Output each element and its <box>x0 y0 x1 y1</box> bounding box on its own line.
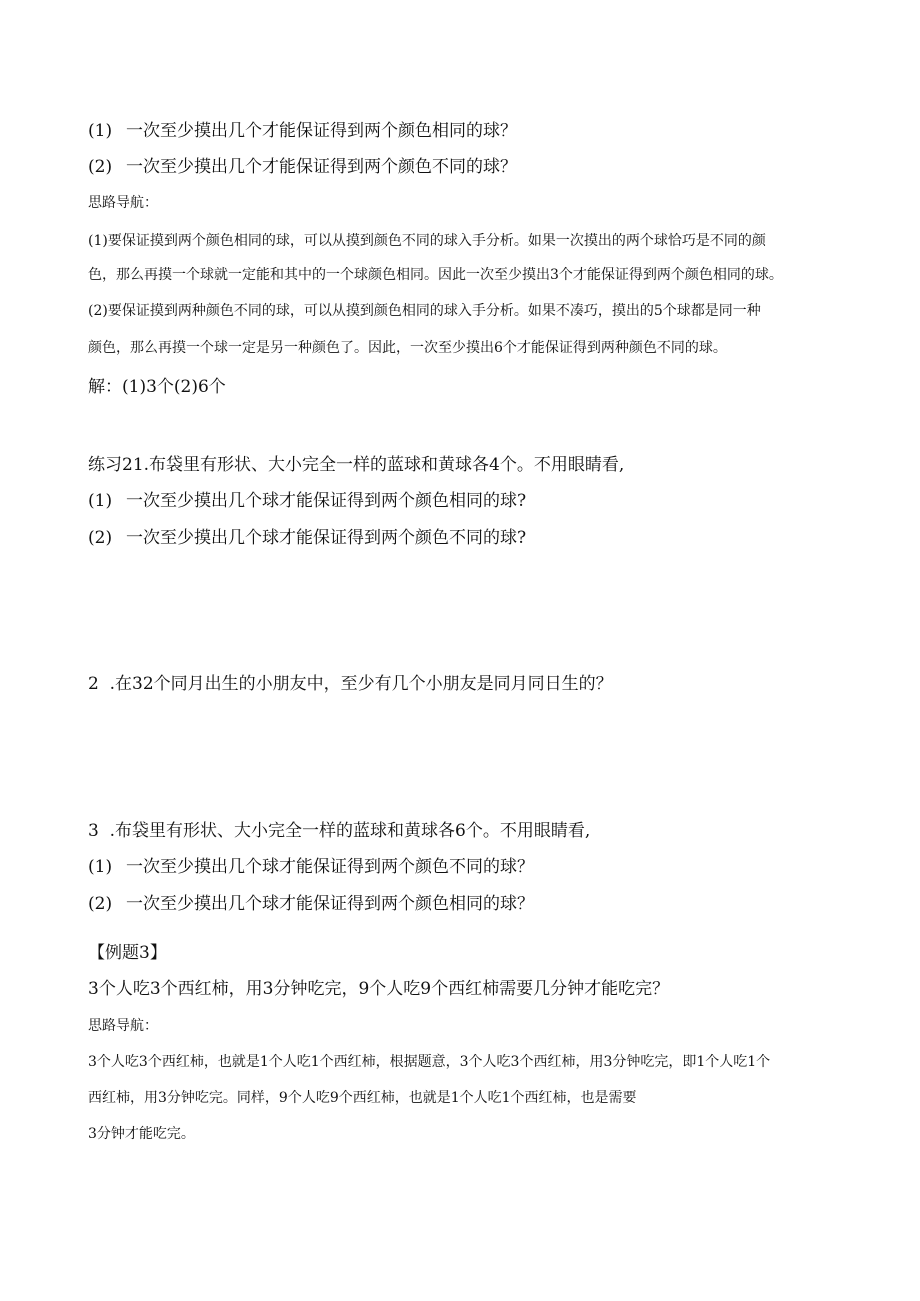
question-text: 一次至少摸出几个才能保证得到两个颜色相同的球？ <box>126 121 517 141</box>
example-3-guide-line-3: 3分钟才能吃完。 <box>88 1126 195 1142</box>
guide-paragraph-1-line-1: (1)要保证摸到两个颜色相同的球，可以从摸到颜色不同的球入手分析。如果一次摸出的两个球恰巧是不同的颜 <box>88 233 766 249</box>
exercise-1-title: 练习21.布袋里有形状、大小完全一样的蓝球和黄球各4个。不用眼睛看, <box>88 455 625 475</box>
guide-paragraph-1-line-2: 色，那么再摸一个球就一定能和其中的一个球颜色相同。因此一次至少摸出3个才能保证得到两个颜色相同的球。 <box>88 267 783 283</box>
example-3-guide-title: 思路导航： <box>88 1018 158 1034</box>
exercise-3-title: 3 .布袋里有形状、大小完全一样的蓝球和黄球各6个。不用眼睛看, <box>88 821 591 841</box>
question-label: (2) <box>88 528 113 548</box>
question-label: (1) <box>88 491 113 511</box>
question-label: (2) <box>88 894 113 914</box>
example-3-guide-line-2: 西红柿，用3分钟吃完。同样，9个人吃9个西红柿，也就是1个人吃1个西红柿，也是需要 <box>88 1090 637 1106</box>
example-3-heading: 【例题3】 <box>88 943 167 963</box>
question-text: 一次至少摸出几个球才能保证得到两个颜色不同的球？ <box>126 857 534 877</box>
question-label: (2) <box>88 157 113 177</box>
question-text: 一次至少摸出几个球才能保证得到两个颜色不同的球? <box>126 528 527 548</box>
guide-title: 思路导航： <box>88 195 158 211</box>
question-text: 一次至少摸出几个才能保证得到两个颜色不同的球？ <box>126 157 517 177</box>
example-3-question: 3个人吃3个西红柿，用3分钟吃完，9个人吃9个西红柿需要几分钟才能吃完？ <box>88 979 670 999</box>
exercise-3-question-2 <box>88 889 880 914</box>
exercise-3-question-1 <box>88 852 880 877</box>
question-label: (1) <box>88 121 113 141</box>
question-label: (1) <box>88 857 113 877</box>
question-2-line <box>88 152 880 177</box>
exercise-1-question-1 <box>88 486 880 511</box>
guide-paragraph-2-line-1: (2)要保证摸到两种颜色不同的球，可以从摸到颜色相同的球入手分析。如果不凑巧，摸出的5个球都是同一种 <box>88 303 761 319</box>
question-text: 一次至少摸出几个球才能保证得到两个颜色相同的球? <box>126 491 527 511</box>
guide-paragraph-2-line-2: 颜色，那么再摸一个球一定是另一种颜色了。因此，一次至少摸出6个才能保证得到两种颜色不同的球。 <box>88 340 727 356</box>
question-1-line <box>88 116 880 141</box>
example-3-guide-line-1: 3个人吃3个西红柿，也就是1个人吃1个西红柿，根据题意，3个人吃3个西红柿，用3分钟吃完，即1个人吃1个 <box>88 1054 771 1070</box>
exercise-1-question-2 <box>88 523 880 548</box>
answer-line: 解：(1)3个(2)6个 <box>88 377 226 397</box>
exercise-2-text: 2 .在32个同月出生的小朋友中，至少有几个小朋友是同月同日生的？ <box>88 674 613 694</box>
question-text: 一次至少摸出几个球才能保证得到两个颜色相同的球？ <box>126 894 534 914</box>
